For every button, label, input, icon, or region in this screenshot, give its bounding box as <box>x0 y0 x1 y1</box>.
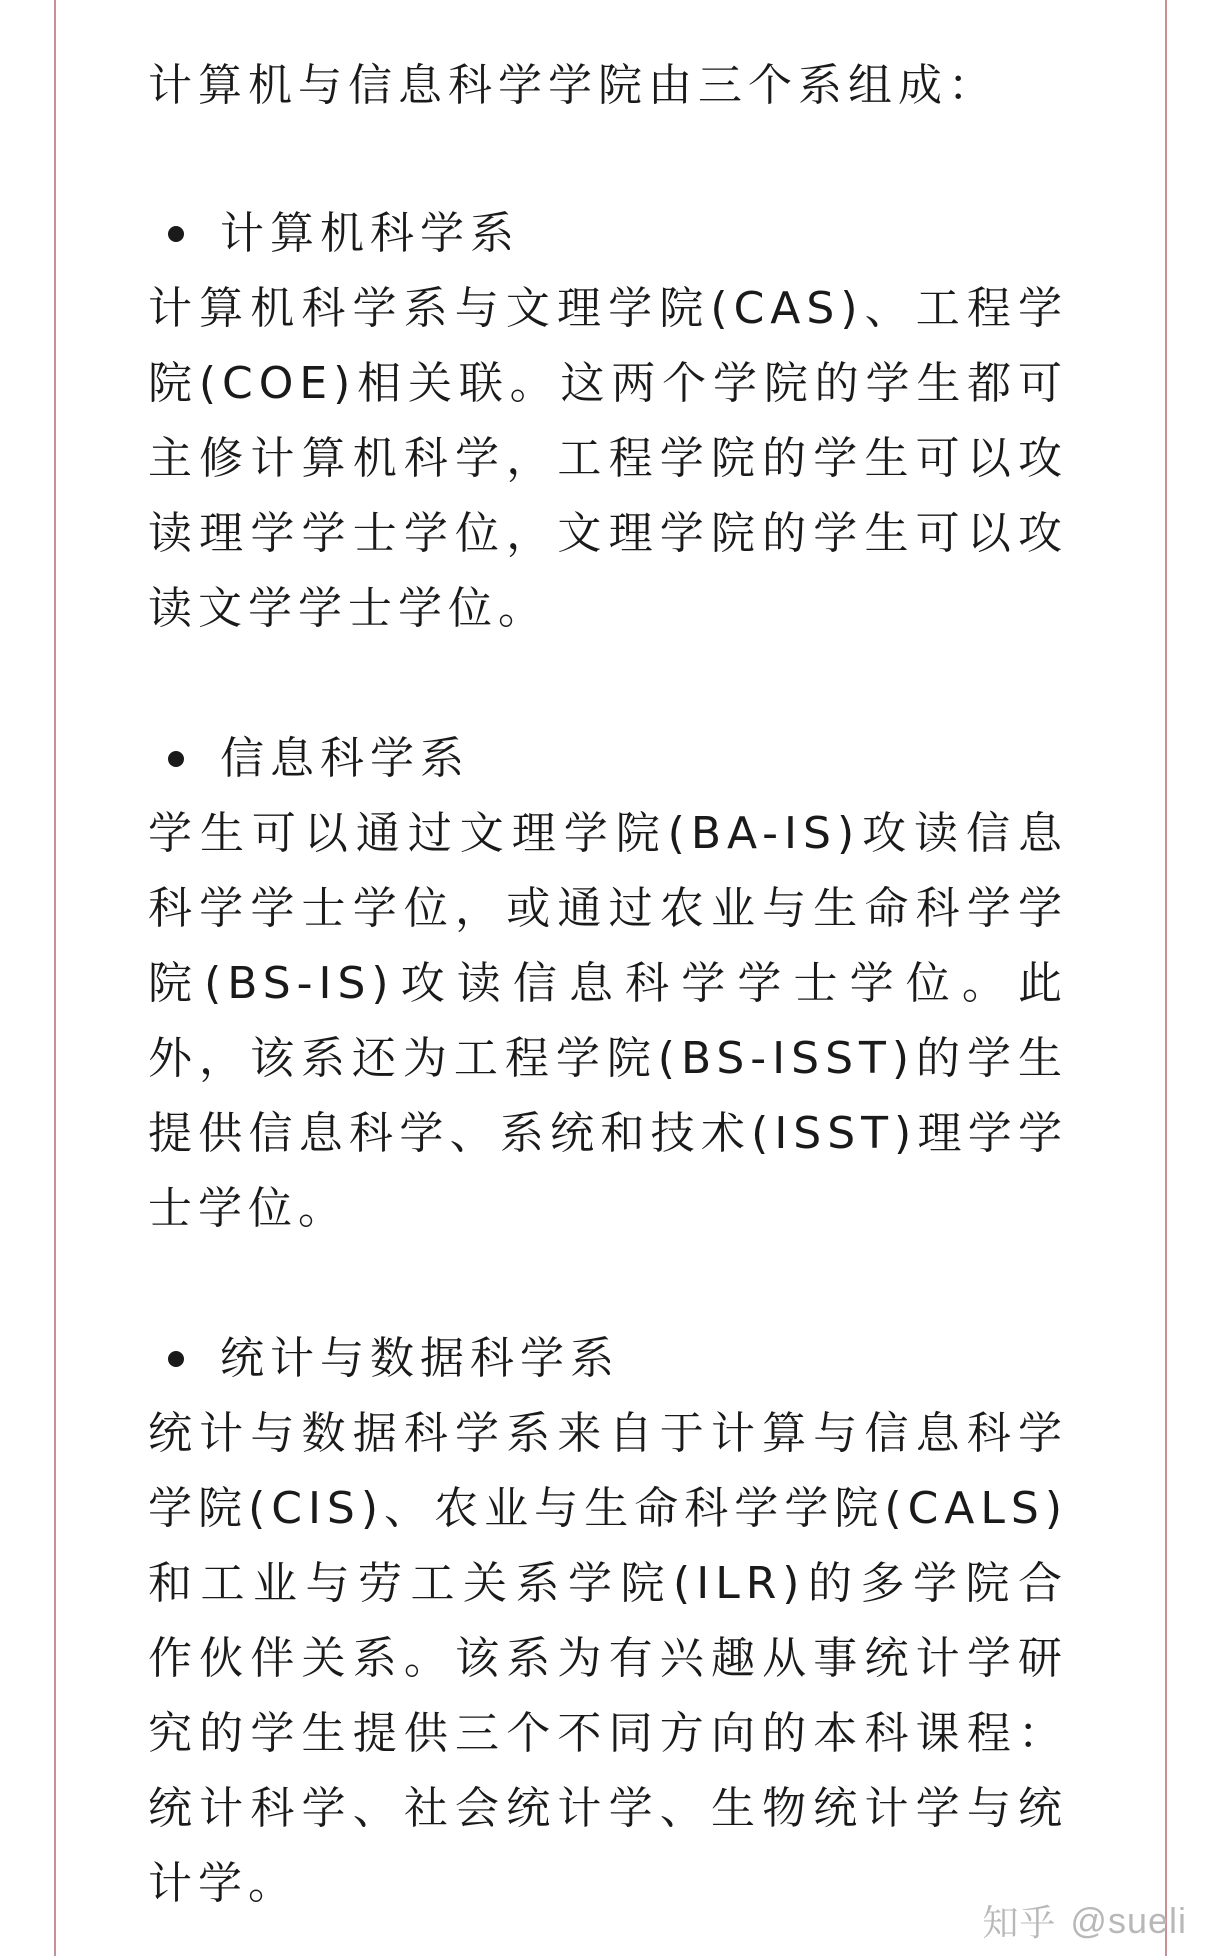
section-body: 计算机科学系与文理学院(CAS)、工程学院(COE)相关联。这两个学院的学生都可主修计算机科学，工程学院的学生可以攻读理学学士学位，文理学院的学生可以攻读文学学士学位。 <box>148 283 1068 634</box>
section-heading-row <box>148 196 1068 271</box>
section-computer-science <box>148 196 1068 646</box>
section-heading-row <box>148 721 1068 796</box>
bullet-icon <box>168 751 184 767</box>
zhihu-logo: 知乎 <box>982 1902 1057 1943</box>
section-heading: 信息科学系 <box>220 733 470 784</box>
bullet-icon <box>168 1351 184 1367</box>
section-statistics-data-science <box>148 1321 1068 1921</box>
article-content <box>148 48 1068 1921</box>
section-information-science <box>148 721 1068 1246</box>
intro-paragraph: 计算机与信息科学学院由三个系组成： <box>148 60 998 111</box>
section-heading: 统计与数据科学系 <box>220 1333 620 1384</box>
section-body: 学生可以通过文理学院(BA-IS)攻读信息科学学士学位，或通过农业与生命科学学院(BS-IS)攻读信息科学学士学位。此外，该系还为工程学院(BS-ISST)的学生提供信息科学、系统和技术(ISST)理学学士学位。 <box>148 808 1068 1234</box>
section-body: 统计与数据科学系来自于计算与信息科学学院(CIS)、农业与生命科学学院(CALS)和工业与劳工关系学院(ILR)的多学院合作伙伴关系。该系为有兴趣从事统计学研究的学生提供三个不同方向的本科课程：统计科学、社会统计学、生物统计学与统计学。 <box>148 1408 1068 1909</box>
zhihu-watermark <box>982 1895 1187 1946</box>
section-heading: 计算机科学系 <box>220 208 520 259</box>
section-heading-row <box>148 1321 1068 1396</box>
right-border-line <box>1165 0 1167 1956</box>
left-border-line <box>54 0 56 1956</box>
watermark-handle: @sueli <box>1070 1899 1187 1941</box>
bullet-icon <box>168 226 184 242</box>
